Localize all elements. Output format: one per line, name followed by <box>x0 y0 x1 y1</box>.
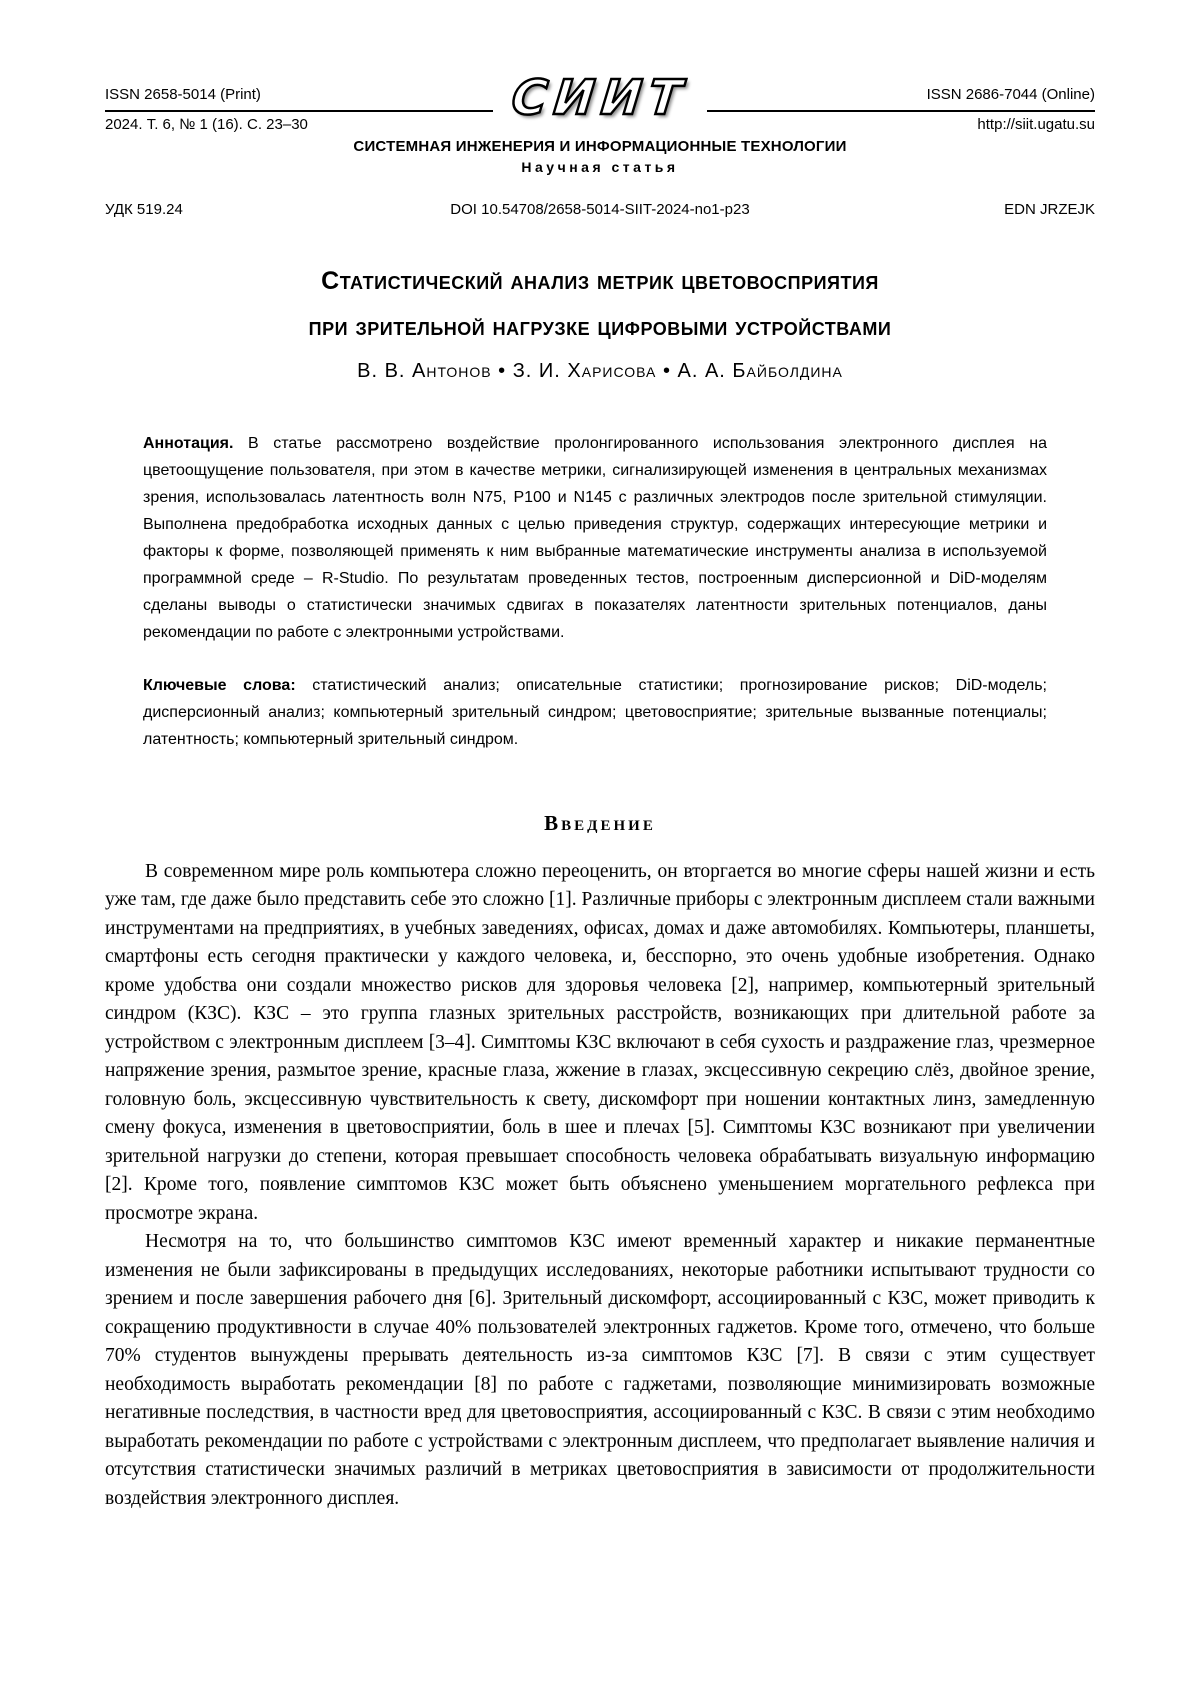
journal-logo: СИИТ <box>508 70 692 126</box>
header-left-block <box>105 86 493 135</box>
journal-header <box>105 70 1095 175</box>
keywords-text: статистический анализ; описательные статистики; прогнозирование рисков; DiD-модель; дисперсионный анализ; компьютерный зрительный синдром; цветовосприятие; зрительные вызванные потенциалы; латентность; компьютерный зрительный синдром. <box>143 676 1047 748</box>
journal-logo-area <box>490 70 710 126</box>
introduction-body <box>105 858 1095 1514</box>
volume-info: 2024. Т. 6, № 1 (16). С. 23–30 <box>105 115 308 133</box>
introduction-paragraph-1: В современном мире роль компьютера сложно переоценить, он вторгается во многие сферы нашей жизни и есть уже там, где даже было представить себе это сложно [1]. Различные приборы с электронным дисплеем стали важными инструментами на предприятиях, в учебных заведениях, офисах, домах и даже автомобилях. Компьютеры, планшеты, смартфоны есть сегодня практически у каждого человека, и, бесспорно, это очень удобные изобретения. Однако кроме удобства они создали множество рисков для здоровья человека [2], например, компьютерный зрительный синдром (КЗС). КЗС – это группа глазных зрительных расстройств, возникающих при длительной работе за устройством с электронным дисплеем [3–4]. Симптомы КЗС включают в себя сухость и раздражение глаз, чрезмерное напряжение зрения, размытое зрение, красные глаза, жжение в глазах, эксцессивную секрецию слёз, двойное зрение, головную боль, эксцессивную чувствительность к свету, дискомфорт при ношении контактных линз, замедленную смену фокуса, изменения в цветовосприятии, боль в шее и плечах [5]. Симптомы КЗС возникают при увеличении зрительной нагрузки до степени, которая превышает способность человека обрабатывать визуальную информацию [2]. Кроме того, появление симптомов КЗС может быть объяснено уменьшением моргательного рефлекса при просмотре экрана. <box>105 860 1095 1224</box>
site-url[interactable]: http://siit.ugatu.su <box>977 115 1095 133</box>
issn-online: ISSN 2686-7044 (Online) <box>707 86 1095 112</box>
keywords-block <box>143 672 1047 753</box>
udc-code: УДК 519.24 <box>105 200 183 218</box>
authors-line: В. В. Антонов • З. И. Харисова • А. А. Байболдина <box>357 359 843 382</box>
article-title-line1: Статистический анализ метрик цветовосприятия <box>321 266 879 295</box>
introduction-paragraph-2: Несмотря на то, что большинство симптомов КЗС имеют временный характер и никакие перманентные изменения не были зафиксированы в предыдущих исследованиях, некоторые работники испытывают трудности со зрением и после завершения рабочего дня [6]. Зрительный дискомфорт, ассоциированный с КЗС, может приводить к сокращению продуктивности в случае 40% пользователей электронных гаджетов. Кроме того, отмечено, что больше 70% студентов вынуждены прерывать деятельность из-за симптомов КЗС [7]. В связи с этим существует необходимость выработать рекомендации [8] по работе с гаджетами, позволяющие минимизировать возможные негативные последствия, в частности вред для цветовосприятия, ассоциированный с КЗС. В связи с этим необходимо выработать рекомендации по работе с устройствами с электронным дисплеем, что предполагает выявление наличия и отсутствия статистически значимых различий в метриках цветовосприятия в зависимости от продолжительности воздействия электронного дисплея. <box>105 1231 1095 1509</box>
header-right-block <box>707 86 1095 135</box>
introduction-heading: Введение <box>544 810 656 835</box>
abstract-block <box>143 430 1047 646</box>
doi-code: DOI 10.54708/2658-5014-SIIT-2024-no1-p23 <box>450 200 750 218</box>
edn-code: EDN JRZEJK <box>1004 200 1095 218</box>
article-meta-row <box>105 201 1095 218</box>
abstract-label: Аннотация. <box>143 434 249 452</box>
keywords-label: Ключевые слова: <box>143 676 313 694</box>
article-type-label: Научная статья <box>521 158 679 175</box>
article-title-line2: при зрительной нагрузке цифровыми устройствами <box>308 312 892 341</box>
article-title <box>105 258 1095 350</box>
issn-print: ISSN 2658-5014 (Print) <box>105 86 493 112</box>
journal-name: СИСТЕМНАЯ ИНЖЕНЕРИЯ И ИНФОРМАЦИОННЫЕ ТЕХНОЛОГИИ <box>353 137 847 155</box>
abstract-text: В статье рассмотрено воздействие пролонгированного использования электронного дисплея на цветоощущение пользователя, при этом в качестве метрики, сигнализирующей изменения в центральных механизмах зрения, использовалась латентность волн N75, P100 и N145 с различных электродов после зрительной стимуляции. Выполнена предобработка исходных данных с целью приведения структур, содержащих интересующие метрики и факторы к форме, позволяющей применять к ним выбранные математические инструменты анализа в используемой программной среде – R-Studio. По результатам проведенных тестов, построенным дисперсионной и DiD-моделям сделаны выводы о статистически значимых сдвигах в показателях латентности зрительных потенциалов, даны рекомендации по работе с электронными устройствами. <box>143 434 1048 641</box>
